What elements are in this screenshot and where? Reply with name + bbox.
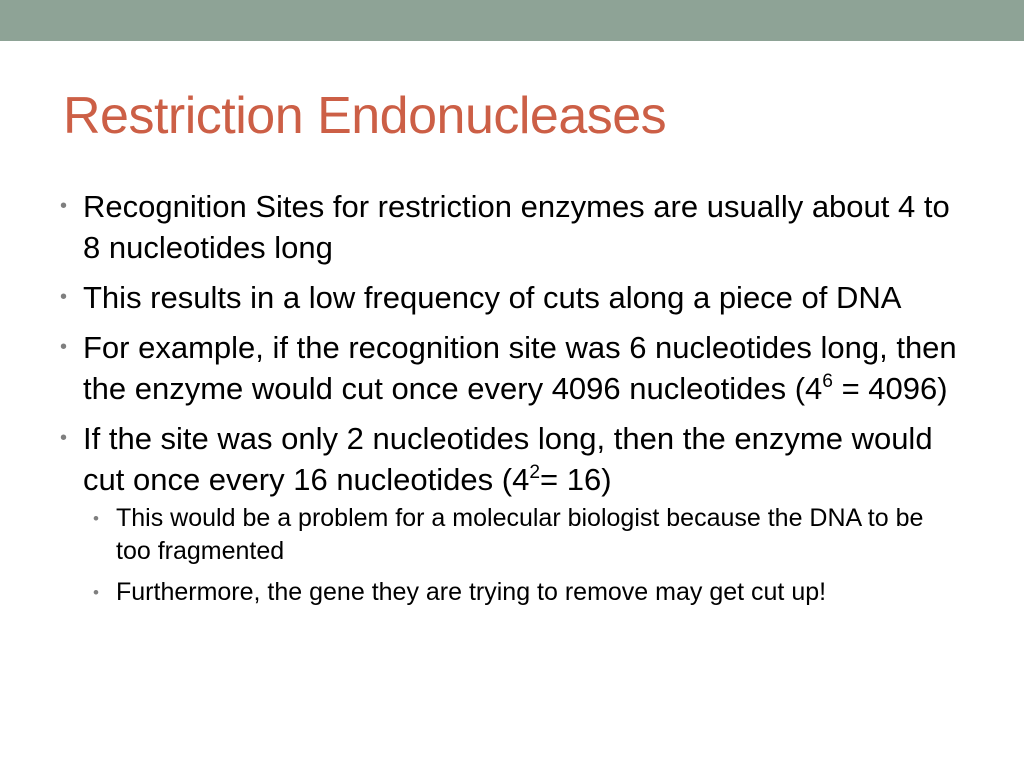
bullet-icon: • — [60, 195, 68, 217]
bullet-text: If the site was only 2 nucleotides long, then the enzyme would cut once every 16 nucleotides (4 — [83, 421, 933, 497]
sub-bullet-list — [93, 502, 960, 609]
slide-body — [60, 186, 960, 618]
bullet-list — [60, 186, 960, 609]
sub-bullet-icon: • — [93, 583, 99, 602]
bullet-text: For example, if the recognition site was 6 nucleotides long, then the enzyme would cut once every 4096 nucleotides (4 — [83, 330, 957, 406]
exponent: 2 — [529, 461, 541, 483]
bullet-icon: • — [60, 286, 68, 308]
bullet-item-recognition-sites — [60, 186, 960, 268]
bullet-icon: • — [60, 427, 68, 449]
bullet-text-end: = 16) — [540, 462, 612, 497]
bullet-text: This results in a low frequency of cuts along a piece of DNA — [83, 280, 902, 315]
sub-bullet-text: This would be a problem for a molecular biologist because the DNA to be too fragmented — [116, 504, 924, 565]
bullet-text-end: = 4096) — [832, 371, 948, 406]
sub-bullet-icon: • — [93, 509, 99, 528]
sub-bullet-item-gene-cut — [93, 576, 960, 609]
slide-title: Restriction Endonucleases — [63, 87, 667, 145]
bullet-item-example-6-nucleotides — [60, 327, 960, 409]
bullet-text: Recognition Sites for restriction enzymes are usually about 4 to 8 nucleotides long — [83, 189, 950, 265]
bullet-item-low-frequency — [60, 277, 960, 318]
sub-bullet-item-fragmented — [93, 502, 960, 568]
bullet-icon: • — [60, 336, 68, 358]
bullet-item-example-2-nucleotides — [60, 418, 960, 609]
sub-bullet-text: Furthermore, the gene they are trying to remove may get cut up! — [116, 578, 827, 606]
header-band — [0, 0, 1024, 41]
exponent: 6 — [822, 370, 833, 392]
